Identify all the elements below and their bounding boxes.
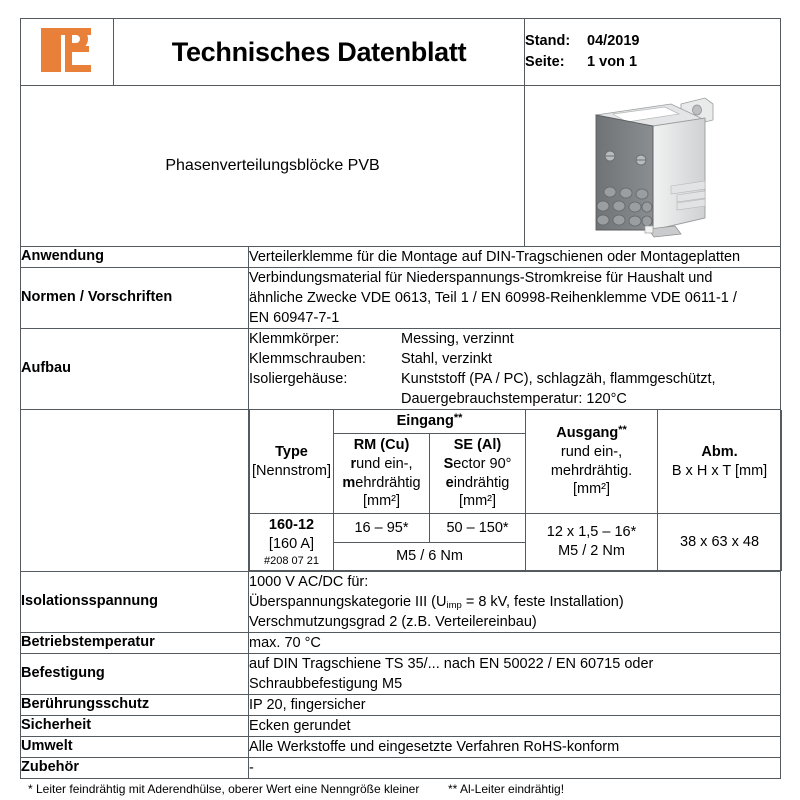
product-image bbox=[525, 86, 781, 247]
spec-header-eingang-label: Eingang bbox=[396, 413, 454, 429]
spec-header-rm-line3-rest: ehrdrähtig bbox=[355, 474, 421, 491]
row-sicherheit bbox=[21, 716, 781, 737]
aufbau-key-0: Klemmkörper: bbox=[249, 331, 340, 347]
value-normen bbox=[249, 268, 781, 329]
spec-header-rm-line1: RM (Cu) bbox=[353, 436, 410, 453]
row-umwelt bbox=[21, 737, 781, 758]
label-normen: Normen / Vorschriften bbox=[21, 268, 249, 329]
spec-header-abm bbox=[658, 410, 782, 514]
row-normen bbox=[21, 268, 781, 329]
row-betriebstemperatur bbox=[21, 633, 781, 654]
spec-cell-eingang-torque: M5 / 6 Nm bbox=[334, 542, 526, 571]
row-zubehoer bbox=[21, 758, 781, 779]
row-anwendung bbox=[21, 247, 781, 268]
isolation-line-1: 1000 V AC/DC für: bbox=[249, 574, 369, 591]
spec-header-type-line2: [Nennstrom] bbox=[252, 462, 331, 479]
value-umwelt: Alle Werkstoffe und eingesetzte Verfahren RoHS-konform bbox=[249, 737, 781, 758]
spec-ausgang-line2: M5 / 2 Nm bbox=[558, 543, 625, 560]
spec-header-eingang-asterisk: ** bbox=[453, 412, 463, 424]
befestigung-line-1: auf DIN Tragschiene TS 35/... nach EN 50022 / EN 60715 oder bbox=[249, 656, 654, 673]
stand-label: Stand: bbox=[525, 32, 571, 49]
value-anwendung: Verteilerklemme für die Montage auf DIN-Tragschienen oder Montageplatten bbox=[249, 247, 781, 268]
spec-header-ausgang-line4: [mm²] bbox=[572, 481, 611, 498]
spec-header-row-1 bbox=[250, 410, 782, 433]
footnote-2: ** Al-Leiter eindrähtig! bbox=[448, 782, 565, 797]
spec-header-ausgang bbox=[526, 410, 658, 514]
spec-artikelnr-value: #208 07 21 bbox=[263, 554, 320, 567]
spec-header-se-line2 bbox=[431, 455, 524, 474]
spec-cell-ausgang bbox=[526, 514, 658, 571]
value-isolationsspannung bbox=[249, 572, 781, 633]
spec-header-rm-line2-rest: und ein-, bbox=[356, 455, 413, 472]
spec-header-rm bbox=[334, 433, 430, 513]
spec-header-se-line2-rest: ector 90° bbox=[453, 455, 512, 472]
row-befestigung bbox=[21, 654, 781, 695]
document-title: Technisches Datenblatt bbox=[114, 19, 525, 86]
aufbau-value-2-wrap bbox=[401, 369, 716, 409]
isolation-line-2-a: Überspannungskategorie III (U bbox=[249, 594, 447, 611]
product-title: Phasenverteilungsblöcke PVB bbox=[21, 86, 525, 247]
aufbau-key-1: Klemmschrauben: bbox=[249, 351, 366, 367]
row-spec-table bbox=[21, 410, 781, 572]
spec-data-row bbox=[250, 514, 782, 542]
isolation-uimp-subscript: imp bbox=[446, 600, 462, 612]
row-aufbau bbox=[21, 329, 781, 410]
spec-header-ausgang-line3: mehrdrähtig. bbox=[550, 462, 633, 479]
aufbau-item-isoliergehaeuse bbox=[249, 369, 780, 409]
spec-nennstrom-value: [160 A] bbox=[268, 536, 315, 553]
spec-header-se-line3-rest: indrähtig bbox=[453, 474, 510, 491]
spec-type-value: 160-12 bbox=[268, 517, 315, 534]
value-betriebstemperatur: max. 70 °C bbox=[249, 633, 781, 654]
spec-cell-se: 50 – 150* bbox=[430, 514, 526, 542]
product-row bbox=[21, 86, 781, 247]
normen-line-2: ähnliche Zwecke VDE 0613, Teil 1 / EN 60998-Reihenklemme VDE 0611-1 / bbox=[249, 290, 737, 306]
befestigung-line-2: Schraubbefestigung M5 bbox=[249, 676, 403, 693]
spec-header-rm-line2 bbox=[335, 455, 428, 474]
spec-header-rm-line3 bbox=[335, 474, 428, 493]
header-row bbox=[21, 19, 781, 86]
spec-cell-type bbox=[250, 514, 334, 571]
label-umwelt: Umwelt bbox=[21, 737, 249, 758]
normen-line-3: EN 60947-7-1 bbox=[249, 310, 340, 326]
document-meta bbox=[525, 19, 781, 86]
spec-header-ausgang-line2: rund ein-, bbox=[560, 443, 623, 460]
spec-header-abm-line1: Abm. bbox=[701, 443, 738, 460]
isolation-line-3: Verschmutzungsgrad 2 (z.B. Verteilereinbau) bbox=[249, 614, 537, 631]
company-logo-cell bbox=[21, 19, 114, 86]
seite-value: 1 von 1 bbox=[587, 54, 638, 70]
isolation-line-2 bbox=[249, 592, 780, 612]
isolation-line-2-b: = 8 kV, feste Installation) bbox=[461, 594, 624, 611]
spec-header-ausgang-asterisk: ** bbox=[618, 423, 627, 436]
aufbau-value-0: Messing, verzinnt bbox=[401, 331, 514, 347]
spec-cell-abm: 38 x 63 x 48 bbox=[658, 514, 782, 571]
spec-table bbox=[249, 410, 782, 571]
spec-header-se-line3 bbox=[431, 474, 524, 493]
row-beruehrungsschutz bbox=[21, 695, 781, 716]
value-befestigung bbox=[249, 654, 781, 695]
label-zubehoer: Zubehör bbox=[21, 758, 249, 779]
spec-header-se-line3-lead: e bbox=[445, 474, 454, 491]
spec-header-type-line1: Type bbox=[275, 443, 308, 460]
value-beruehrungsschutz: IP 20, fingersicher bbox=[249, 695, 781, 716]
spec-header-rm-line2-lead: r bbox=[350, 455, 357, 472]
label-aufbau: Aufbau bbox=[21, 329, 249, 410]
aufbau-item-klemmkoerper bbox=[249, 329, 780, 349]
value-sicherheit: Ecken gerundet bbox=[249, 716, 781, 737]
aufbau-key-2: Isoliergehäuse: bbox=[249, 371, 348, 387]
label-isolationsspannung: Isolationsspannung bbox=[21, 572, 249, 633]
spec-header-se-line1: SE (Al) bbox=[453, 436, 502, 453]
meta-row-seite bbox=[525, 52, 780, 73]
spec-header-se-line4: [mm²] bbox=[458, 493, 497, 510]
aufbau-value-1: Stahl, verzinkt bbox=[401, 351, 493, 367]
value-aufbau bbox=[249, 329, 781, 410]
normen-line-1: Verbindungsmaterial für Niederspannungs-Stromkreise für Haushalt und bbox=[249, 270, 713, 286]
spec-header-type bbox=[250, 410, 334, 514]
aufbau-item-klemmschrauben bbox=[249, 349, 780, 369]
footnote-1: * Leiter feindrähtig mit Aderendhülse, oberer Wert eine Nenngröße kleiner bbox=[28, 782, 420, 797]
aufbau-value-2b: Dauergebrauchstemperatur: 120°C bbox=[401, 391, 627, 407]
footnotes bbox=[20, 782, 780, 798]
label-beruehrungsschutz: Berührungsschutz bbox=[21, 695, 249, 716]
label-befestigung: Befestigung bbox=[21, 654, 249, 695]
stand-value: 04/2019 bbox=[587, 32, 640, 49]
pe-logo-icon bbox=[39, 26, 95, 74]
spec-header-ausgang-label: Ausgang bbox=[556, 424, 619, 441]
aufbau-value-2: Kunststoff (PA / PC), schlagzäh, flammgeschützt, bbox=[401, 371, 716, 387]
meta-row-stand bbox=[525, 31, 780, 52]
spec-header-se bbox=[430, 433, 526, 513]
spec-cell-rm: 16 – 95* bbox=[334, 514, 430, 542]
datasheet-table bbox=[20, 18, 781, 779]
spec-header-rm-line4: [mm²] bbox=[362, 493, 401, 510]
spec-table-host bbox=[249, 410, 781, 572]
spec-header-se-line2-lead: S bbox=[443, 455, 454, 472]
label-betriebstemperatur: Betriebstemperatur bbox=[21, 633, 249, 654]
spec-ausgang-line1: 12 x 1,5 – 16* bbox=[546, 524, 637, 541]
spec-header-eingang bbox=[334, 410, 526, 433]
spec-header-abm-line2: B x H x T [mm] bbox=[671, 462, 768, 479]
label-spec-table bbox=[21, 410, 249, 572]
seite-label: Seite: bbox=[525, 54, 565, 70]
value-zubehoer: - bbox=[249, 758, 781, 779]
row-isolationsspannung bbox=[21, 572, 781, 633]
label-sicherheit: Sicherheit bbox=[21, 716, 249, 737]
label-anwendung: Anwendung bbox=[21, 247, 249, 268]
spec-header-rm-line3-lead: m bbox=[342, 474, 356, 491]
